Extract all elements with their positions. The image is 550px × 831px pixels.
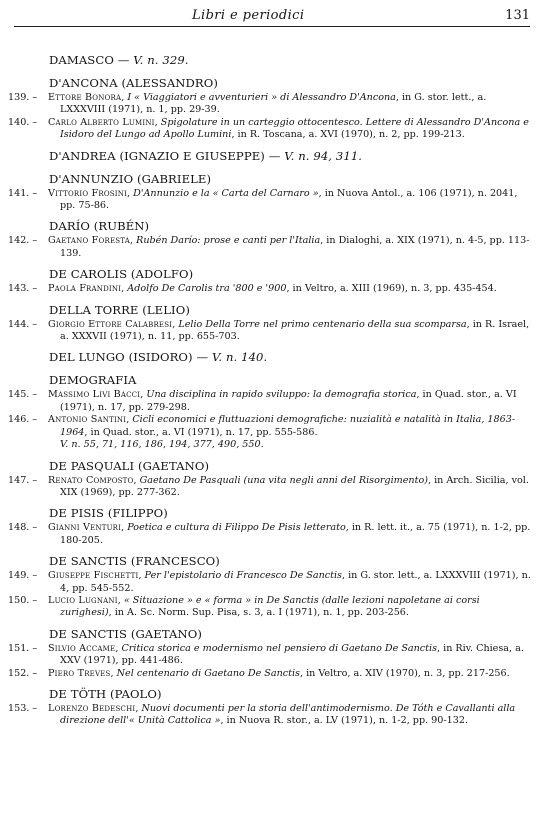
- entry-number: 144. –: [8, 318, 38, 330]
- entry-publication: , in Quad. stor., a. VI (1971), n. 17, pp. 555-586.: [84, 426, 318, 438]
- entry-separator: ,: [126, 414, 133, 426]
- section-heading: [49, 171, 550, 188]
- running-title: Libri e periodici: [192, 8, 305, 23]
- section-heading: [49, 75, 550, 92]
- entry-separator: ,: [117, 594, 124, 606]
- heading-label: DEL LUNGO (ISIDORO) —: [49, 350, 209, 365]
- cross-reference: V. n. 329.: [133, 53, 189, 67]
- entry-author: Carlo Alberto Lumini: [48, 116, 155, 128]
- entry-title: Critica storica e modernismo nel pensiero di Gaetano De Sanctis: [121, 642, 438, 654]
- bibliography-entry: [0, 595, 550, 620]
- heading-label: D'ANCONA (ALESSANDRO): [49, 76, 218, 90]
- entry-publication: , in Veltro, a. XIV (1970), n. 3, pp. 217-256.: [299, 667, 510, 679]
- entry-author: Massimo Livi Bacci: [48, 389, 141, 401]
- entry-number: 151. –: [8, 642, 38, 654]
- entry-title: D'Annunzio e la « Carta del Carnaro »: [133, 187, 319, 199]
- bibliography-entry: [0, 92, 550, 117]
- entry-separator: ,: [135, 702, 142, 714]
- entry-publication: , in Nuova Antol., a. 106 (1971), n. 2041, pp. 75-86.: [60, 187, 518, 212]
- entry-publication: , in R. Israel, a. XXXVII (1971), n. 11, pp. 655-703.: [60, 318, 530, 343]
- page-number: 131: [505, 8, 530, 23]
- entry-separator: ,: [110, 667, 117, 679]
- entry-number: 143. –: [8, 283, 38, 295]
- section-heading: [49, 349, 550, 366]
- entry-author: Paola Frandini: [48, 283, 122, 295]
- entry-number: 149. –: [8, 570, 38, 582]
- entry-publication: , in A. Sc. Norm. Sup. Pisa, s. 3, a. I (1971), n. 1, pp. 203-256.: [108, 607, 409, 619]
- heading-label: DELLA TORRE (LELIO): [49, 302, 190, 317]
- bibliography-entry: [0, 668, 550, 680]
- entry-author: Gianni Venturi: [48, 522, 122, 534]
- heading-label: DAMASCO —: [49, 53, 130, 67]
- section-heading: [49, 52, 550, 69]
- entry-author: Lorenzo Bedeschi: [48, 702, 136, 714]
- section-heading: [49, 218, 550, 235]
- entry-number: 140. –: [8, 116, 38, 128]
- section-heading: [49, 266, 550, 283]
- heading-label: DARÍO (RUBÉN): [49, 219, 150, 234]
- heading-label: DE SANCTIS (FRANCESCO): [49, 554, 220, 569]
- entry-number: 147. –: [8, 474, 38, 486]
- entry-author: Renato Composto: [48, 474, 134, 486]
- entry-title: Nel centenario di Gaetano De Sanctis: [116, 667, 300, 679]
- entry-publication: , in G. stor. lett., a. LXXXVIII (1971), n. 4, pp. 545-552.: [60, 570, 531, 594]
- entry-separator: ,: [172, 318, 179, 330]
- entry-separator: ,: [127, 187, 134, 199]
- section-heading: [49, 686, 550, 703]
- heading-label: D'ANNUNZIO (GABRIELE): [49, 171, 212, 186]
- entry-separator: ,: [140, 389, 147, 401]
- entry-number: 153. –: [8, 702, 38, 714]
- cross-reference: V. n. 94, 311.: [284, 148, 363, 163]
- bibliography-entry: [0, 570, 550, 595]
- section-heading: [49, 458, 550, 475]
- section-heading: [49, 626, 550, 643]
- entry-title: Poetica e cultura di Filippo De Pisis letterato: [127, 522, 346, 534]
- entry-author: Giuseppe Fischetti: [48, 570, 139, 582]
- entry-publication: , in Riv. Chiesa, a. XXV (1971), pp. 441-486.: [60, 642, 524, 667]
- bibliography-entry: [0, 703, 550, 728]
- bibliography-entry: [0, 319, 550, 344]
- entry-title: Lelio Della Torre nel primo centenario della sua scomparsa: [178, 318, 467, 330]
- heading-label: DE CAROLIS (ADOLFO): [49, 267, 194, 282]
- entry-title: Adolfo De Carolis tra '800 e '900: [127, 283, 287, 295]
- entry-author: Ettore Bonora: [48, 92, 122, 103]
- bibliography-entry: [0, 414, 550, 451]
- entry-number: 150. –: [8, 594, 38, 606]
- entry-publication: , in Veltro, a. XIII (1969), n. 3, pp. 435-454.: [286, 283, 497, 295]
- entry-separator: ,: [138, 570, 145, 582]
- bibliography-entry: [0, 643, 550, 668]
- heading-label: DE SANCTIS (GAETANO): [49, 626, 202, 641]
- entry-title: Cicli economici e fluttuazioni demografiche: nuzialità e natalità in Italia, 1863-1964: [60, 414, 516, 438]
- entry-author: Gaetano Foresta: [48, 235, 130, 247]
- bibliography-entry: [0, 188, 550, 213]
- entry-publication: , in G. stor. lett., a. LXXXVIII (1971), n. 1, pp. 29-39.: [60, 92, 487, 116]
- entry-publication: , in Nuova R. stor., a. LV (1971), n. 1-2, pp. 90-132.: [220, 715, 468, 727]
- entry-separator: ,: [115, 642, 122, 654]
- entry-number: 148. –: [8, 522, 38, 534]
- bibliography-entry: [0, 235, 550, 260]
- entry-title: I « Viaggiatori e avventurieri » di Alessandro D'Ancona: [127, 92, 396, 103]
- entry-separator: ,: [121, 522, 128, 534]
- entry-title: Nuovi documenti per la storia dell'antimodernismo. De Tóth e Cavallanti alla direzione dell'« Unità Cattolica »: [60, 702, 516, 727]
- entry-author: Lucio Lugnani: [48, 594, 118, 606]
- entry-title: « Situazione » e « forma » in De Sanctis (dalle lezioni napoletane ai corsi zurighesi): [60, 594, 480, 619]
- section-heading: [49, 302, 550, 319]
- entry-number: 139. –: [8, 92, 38, 103]
- entry-number: 142. –: [8, 235, 38, 247]
- bibliography-entry: [0, 283, 550, 295]
- entry-title: Una disciplina in rapido sviluppo: la demografia storica: [146, 389, 417, 401]
- entry-title: Per l'epistolario di Francesco De Sanctis: [144, 570, 342, 582]
- entry-author: Antonio Santini: [48, 414, 127, 426]
- entry-separator: ,: [154, 116, 161, 128]
- bibliography-entry: [0, 389, 550, 414]
- entry-number: 141. –: [8, 187, 38, 199]
- heading-label: DE PISIS (FILIPPO): [49, 506, 168, 521]
- entry-separator: ,: [130, 235, 137, 247]
- section-heading: [49, 505, 550, 522]
- entry-separator: ,: [121, 283, 128, 295]
- bibliography-entry: [0, 117, 550, 142]
- entry-author: Silvio Accame: [48, 642, 116, 654]
- entry-number: 146. –: [8, 414, 38, 426]
- entry-see-also: V. n. 55, 71, 116, 186, 194, 377, 490, 550.: [60, 439, 264, 451]
- running-head: [14, 8, 530, 27]
- entry-publication: , in R. Toscana, a. XVI (1970), n. 2, pp. 199-213.: [231, 129, 465, 141]
- bibliography-entry: [0, 522, 550, 547]
- entry-title: Rubén Darío: prose e canti per l'Italia: [136, 235, 321, 247]
- entry-separator: ,: [121, 92, 128, 103]
- entry-author: Piero Treves: [48, 667, 111, 679]
- section-heading: [49, 372, 550, 389]
- heading-label: D'ANDREA (IGNAZIO E GIUSEPPE) —: [49, 148, 281, 163]
- entry-number: 145. –: [8, 389, 38, 401]
- entry-publication: , in Quad. stor., a. VI (1971), n. 17, pp. 279-298.: [60, 389, 517, 413]
- entry-publication: , in R. lett. it., a. 75 (1971), n. 1-2, pp. 180-205.: [60, 522, 531, 546]
- section-heading: [49, 553, 550, 570]
- entry-number: 152. –: [8, 667, 38, 679]
- entry-author: Vittorio Frosini: [48, 187, 128, 199]
- heading-label: DEMOGRAFIA: [49, 373, 137, 388]
- entry-separator: ,: [133, 474, 140, 486]
- bibliography-entry: [0, 475, 550, 500]
- heading-label: DE PASQUALI (GAETANO): [49, 458, 210, 473]
- entry-publication: , in Dialoghi, a. XIX (1971), n. 4-5, pp. 113-139.: [60, 235, 530, 259]
- entry-title: Spigolature in un carteggio ottocentesco. Lettere di Alessandro D'Ancona e Isidoro del Lungo ad Apollo Lumini: [60, 116, 529, 141]
- cross-reference: V. n. 140.: [211, 350, 268, 365]
- bibliography-list: [0, 52, 550, 728]
- entry-publication: , in Arch. Sicilia, vol. XIX (1969), pp. 277-362.: [60, 474, 529, 498]
- section-heading: [49, 148, 550, 165]
- entry-author: Giorgio Ettore Calabresi: [48, 318, 173, 330]
- heading-label: DE TÖTH (PAOLO): [49, 686, 162, 701]
- entry-title: Gaetano De Pasquali (una vita negli anni del Risorgimento): [139, 474, 428, 486]
